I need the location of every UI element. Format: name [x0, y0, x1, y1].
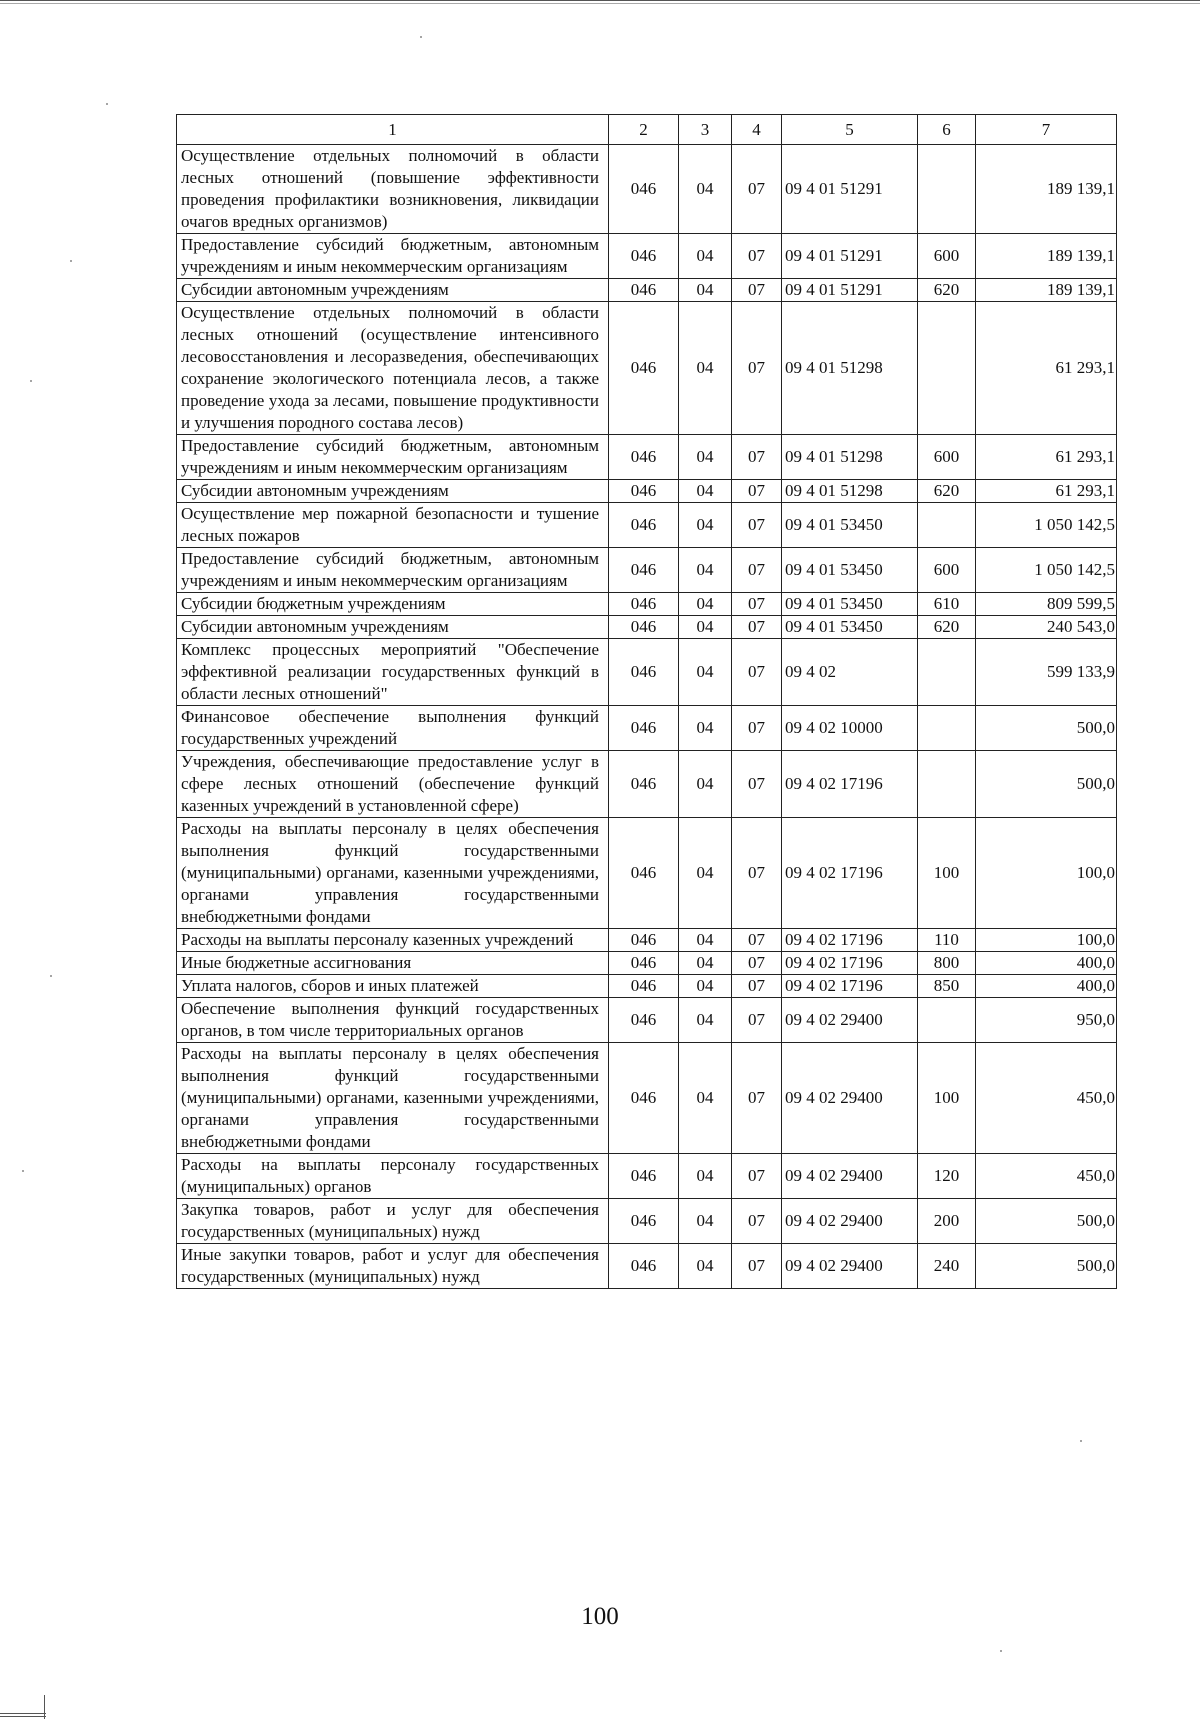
cell-ministry-code: 046 [609, 145, 679, 234]
row-description: Расходы на выплаты персоналу государственных (муниципальных) органов [177, 1154, 609, 1199]
cell-target-article: 09 4 02 17196 [782, 975, 918, 998]
scan-speck [22, 1170, 24, 1172]
page-number: 100 [581, 1603, 619, 1630]
cell-target-article: 09 4 02 17196 [782, 751, 918, 818]
cell-expense-type: 200 [918, 1199, 976, 1244]
scan-speck [420, 36, 422, 38]
row-description: Расходы на выплаты персоналу в целях обеспечения выполнения функций государственными (муниципальными) органами, казенными учреждениями, органами управления государственными внебюджетными фондами [177, 818, 609, 929]
cell-section: 04 [679, 503, 732, 548]
cell-subsection: 07 [732, 480, 782, 503]
cell-section: 04 [679, 706, 732, 751]
cell-ministry-code: 046 [609, 639, 679, 706]
cell-section: 04 [679, 234, 732, 279]
table-row [177, 998, 1117, 1043]
cell-subsection: 07 [732, 145, 782, 234]
cell-target-article: 09 4 02 29400 [782, 1154, 918, 1199]
budget-table [176, 114, 1117, 1289]
cell-amount: 61 293,1 [976, 302, 1117, 435]
cell-expense-type: 800 [918, 952, 976, 975]
cell-expense-type: 850 [918, 975, 976, 998]
cell-section: 04 [679, 279, 732, 302]
cell-expense-type: 600 [918, 435, 976, 480]
cell-subsection: 07 [732, 302, 782, 435]
cell-amount: 61 293,1 [976, 435, 1117, 480]
scan-speck [1000, 1650, 1002, 1652]
cell-section: 04 [679, 1043, 732, 1154]
cell-amount: 400,0 [976, 975, 1117, 998]
cell-expense-type: 620 [918, 616, 976, 639]
cell-subsection: 07 [732, 279, 782, 302]
column-header: 6 [918, 115, 976, 145]
table-row [177, 1199, 1117, 1244]
cell-subsection: 07 [732, 503, 782, 548]
table-row [177, 435, 1117, 480]
cell-subsection: 07 [732, 751, 782, 818]
cell-section: 04 [679, 639, 732, 706]
cell-ministry-code: 046 [609, 706, 679, 751]
cell-subsection: 07 [732, 929, 782, 952]
cell-amount: 500,0 [976, 1199, 1117, 1244]
cell-amount: 599 133,9 [976, 639, 1117, 706]
table-row [177, 975, 1117, 998]
cell-target-article: 09 4 02 29400 [782, 998, 918, 1043]
cell-amount: 400,0 [976, 952, 1117, 975]
cell-subsection: 07 [732, 1154, 782, 1199]
cell-amount: 450,0 [976, 1043, 1117, 1154]
column-header: 1 [177, 115, 609, 145]
table-row [177, 480, 1117, 503]
cell-subsection: 07 [732, 1244, 782, 1289]
cell-subsection: 07 [732, 1199, 782, 1244]
table-row [177, 751, 1117, 818]
cell-section: 04 [679, 435, 732, 480]
cell-target-article: 09 4 02 [782, 639, 918, 706]
row-description: Уплата налогов, сборов и иных платежей [177, 975, 609, 998]
column-header: 5 [782, 115, 918, 145]
cell-target-article: 09 4 01 51298 [782, 480, 918, 503]
table-row [177, 639, 1117, 706]
table-row [177, 279, 1117, 302]
row-description: Предоставление субсидий бюджетным, автономным учреждениям и иным некоммерческим организациям [177, 435, 609, 480]
cell-expense-type [918, 639, 976, 706]
cell-expense-type [918, 145, 976, 234]
row-description: Комплекс процессных мероприятий "Обеспечение эффективной реализации государственных функций в области лесных отношений" [177, 639, 609, 706]
row-description: Предоставление субсидий бюджетным, автономным учреждениям и иным некоммерческим организациям [177, 548, 609, 593]
row-description: Субсидии автономным учреждениям [177, 480, 609, 503]
cell-section: 04 [679, 975, 732, 998]
cell-ministry-code: 046 [609, 548, 679, 593]
cell-amount: 950,0 [976, 998, 1117, 1043]
scan-speck [70, 260, 72, 262]
cell-target-article: 09 4 02 17196 [782, 952, 918, 975]
column-header: 2 [609, 115, 679, 145]
scan-edge-line [0, 3, 1200, 4]
cell-target-article: 09 4 02 10000 [782, 706, 918, 751]
cell-target-article: 09 4 02 29400 [782, 1043, 918, 1154]
row-description: Учреждения, обеспечивающие предоставление услуг в сфере лесных отношений (обеспечение функций казенных учреждений в установленной сфере) [177, 751, 609, 818]
cell-section: 04 [679, 952, 732, 975]
cell-section: 04 [679, 616, 732, 639]
cell-subsection: 07 [732, 998, 782, 1043]
cell-expense-type: 620 [918, 480, 976, 503]
cell-expense-type: 100 [918, 818, 976, 929]
cell-ministry-code: 046 [609, 975, 679, 998]
cell-amount: 500,0 [976, 1244, 1117, 1289]
cell-subsection: 07 [732, 706, 782, 751]
cell-ministry-code: 046 [609, 952, 679, 975]
cell-target-article: 09 4 01 51298 [782, 435, 918, 480]
cell-ministry-code: 046 [609, 435, 679, 480]
cell-section: 04 [679, 480, 732, 503]
cell-target-article: 09 4 01 51291 [782, 234, 918, 279]
cell-section: 04 [679, 818, 732, 929]
cell-ministry-code: 046 [609, 1244, 679, 1289]
scan-speck [1080, 1440, 1082, 1442]
row-description: Финансовое обеспечение выполнения функций государственных учреждений [177, 706, 609, 751]
cell-target-article: 09 4 01 51298 [782, 302, 918, 435]
row-description: Субсидии бюджетным учреждениям [177, 593, 609, 616]
cell-expense-type: 110 [918, 929, 976, 952]
cell-subsection: 07 [732, 435, 782, 480]
table-row [177, 929, 1117, 952]
row-description: Субсидии автономным учреждениям [177, 279, 609, 302]
cell-target-article: 09 4 01 53450 [782, 593, 918, 616]
cell-ministry-code: 046 [609, 503, 679, 548]
table-row [177, 1043, 1117, 1154]
cell-subsection: 07 [732, 1043, 782, 1154]
scan-edge-line [44, 1695, 45, 1719]
table-row [177, 952, 1117, 975]
row-description: Осуществление отдельных полномочий в области лесных отношений (осуществление интенсивного лесовосстановления и лесоразведения, обеспечивающих сохранение экологического потенциала лесов, а также проведение ухода за лесами, повышение продуктивности и улучшения породного состава лесов) [177, 302, 609, 435]
cell-expense-type [918, 751, 976, 818]
cell-ministry-code: 046 [609, 998, 679, 1043]
cell-section: 04 [679, 593, 732, 616]
cell-ministry-code: 046 [609, 818, 679, 929]
cell-section: 04 [679, 302, 732, 435]
table-row [177, 1154, 1117, 1199]
table-row [177, 1244, 1117, 1289]
scan-edge-line [0, 1716, 46, 1717]
cell-expense-type: 600 [918, 548, 976, 593]
cell-expense-type [918, 302, 976, 435]
row-description: Предоставление субсидий бюджетным, автономным учреждениям и иным некоммерческим организациям [177, 234, 609, 279]
cell-amount: 100,0 [976, 929, 1117, 952]
cell-ministry-code: 046 [609, 1154, 679, 1199]
scan-speck [30, 380, 32, 382]
cell-expense-type: 610 [918, 593, 976, 616]
cell-section: 04 [679, 1154, 732, 1199]
cell-target-article: 09 4 02 17196 [782, 929, 918, 952]
scan-speck [106, 103, 108, 105]
column-header: 4 [732, 115, 782, 145]
cell-section: 04 [679, 998, 732, 1043]
cell-ministry-code: 046 [609, 1043, 679, 1154]
cell-amount: 240 543,0 [976, 616, 1117, 639]
row-description: Иные закупки товаров, работ и услуг для обеспечения государственных (муниципальных) нужд [177, 1244, 609, 1289]
cell-target-article: 09 4 02 29400 [782, 1199, 918, 1244]
cell-subsection: 07 [732, 975, 782, 998]
row-description: Расходы на выплаты персоналу в целях обеспечения выполнения функций государственными (муниципальными) органами, казенными учреждениями, органами управления государственными внебюджетными фондами [177, 1043, 609, 1154]
cell-subsection: 07 [732, 616, 782, 639]
cell-amount: 189 139,1 [976, 234, 1117, 279]
cell-amount: 189 139,1 [976, 145, 1117, 234]
column-header: 3 [679, 115, 732, 145]
cell-ministry-code: 046 [609, 593, 679, 616]
cell-amount: 61 293,1 [976, 480, 1117, 503]
cell-expense-type: 620 [918, 279, 976, 302]
cell-target-article: 09 4 01 53450 [782, 616, 918, 639]
row-description: Осуществление отдельных полномочий в области лесных отношений (повышение эффективности проведения профилактики возникновения, ликвидации очагов вредных организмов) [177, 145, 609, 234]
cell-target-article: 09 4 01 53450 [782, 548, 918, 593]
cell-section: 04 [679, 751, 732, 818]
table-body [177, 145, 1117, 1289]
table-row [177, 706, 1117, 751]
scan-edge-line [0, 1713, 46, 1714]
cell-section: 04 [679, 1244, 732, 1289]
cell-expense-type: 600 [918, 234, 976, 279]
cell-amount: 189 139,1 [976, 279, 1117, 302]
scan-speck [50, 975, 52, 977]
row-description: Осуществление мер пожарной безопасности и тушение лесных пожаров [177, 503, 609, 548]
cell-subsection: 07 [732, 548, 782, 593]
scan-edge-line [0, 0, 1200, 1]
cell-expense-type [918, 503, 976, 548]
cell-ministry-code: 046 [609, 616, 679, 639]
cell-target-article: 09 4 01 53450 [782, 503, 918, 548]
row-description: Обеспечение выполнения функций государственных органов, в том числе территориальных органов [177, 998, 609, 1043]
cell-target-article: 09 4 02 29400 [782, 1244, 918, 1289]
cell-subsection: 07 [732, 234, 782, 279]
row-description: Расходы на выплаты персоналу казенных учреждений [177, 929, 609, 952]
cell-target-article: 09 4 02 17196 [782, 818, 918, 929]
table-row [177, 302, 1117, 435]
table-row [177, 145, 1117, 234]
cell-amount: 1 050 142,5 [976, 548, 1117, 593]
cell-amount: 1 050 142,5 [976, 503, 1117, 548]
table-row [177, 548, 1117, 593]
cell-expense-type: 120 [918, 1154, 976, 1199]
cell-target-article: 09 4 01 51291 [782, 279, 918, 302]
row-description: Закупка товаров, работ и услуг для обеспечения государственных (муниципальных) нужд [177, 1199, 609, 1244]
cell-section: 04 [679, 929, 732, 952]
table-row [177, 616, 1117, 639]
cell-section: 04 [679, 145, 732, 234]
table-header-row [177, 115, 1117, 145]
cell-amount: 500,0 [976, 706, 1117, 751]
cell-target-article: 09 4 01 51291 [782, 145, 918, 234]
row-description: Субсидии автономным учреждениям [177, 616, 609, 639]
table-row [177, 503, 1117, 548]
cell-amount: 100,0 [976, 818, 1117, 929]
cell-subsection: 07 [732, 593, 782, 616]
cell-expense-type: 240 [918, 1244, 976, 1289]
cell-ministry-code: 046 [609, 480, 679, 503]
cell-section: 04 [679, 548, 732, 593]
cell-ministry-code: 046 [609, 279, 679, 302]
cell-subsection: 07 [732, 952, 782, 975]
table-row [177, 593, 1117, 616]
cell-expense-type: 100 [918, 1043, 976, 1154]
cell-ministry-code: 046 [609, 234, 679, 279]
column-header: 7 [976, 115, 1117, 145]
row-description: Иные бюджетные ассигнования [177, 952, 609, 975]
cell-amount: 450,0 [976, 1154, 1117, 1199]
cell-ministry-code: 046 [609, 751, 679, 818]
cell-expense-type [918, 706, 976, 751]
cell-ministry-code: 046 [609, 929, 679, 952]
cell-ministry-code: 046 [609, 1199, 679, 1244]
table-row [177, 234, 1117, 279]
cell-section: 04 [679, 1199, 732, 1244]
table-row [177, 818, 1117, 929]
cell-subsection: 07 [732, 639, 782, 706]
cell-subsection: 07 [732, 818, 782, 929]
cell-ministry-code: 046 [609, 302, 679, 435]
cell-amount: 809 599,5 [976, 593, 1117, 616]
cell-amount: 500,0 [976, 751, 1117, 818]
cell-expense-type [918, 998, 976, 1043]
